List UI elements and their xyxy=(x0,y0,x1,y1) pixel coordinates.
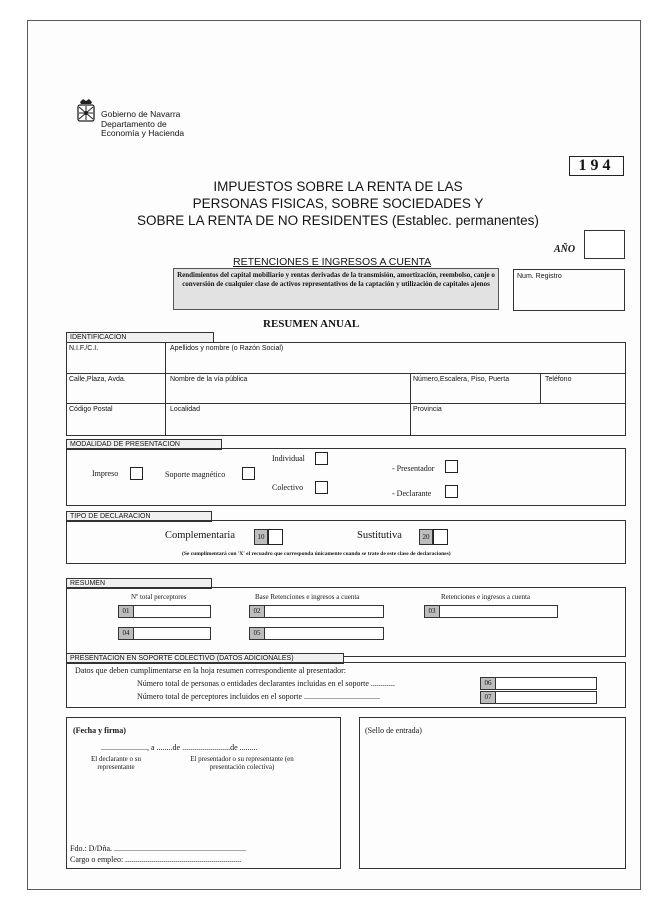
code-01: 01 xyxy=(118,605,134,618)
fdo-line[interactable]: Fdo.: D/Dña. .................................................................. xyxy=(70,844,246,853)
form-number-box: 194 xyxy=(569,156,624,176)
field-06[interactable] xyxy=(495,677,597,690)
code-10: 10 xyxy=(254,529,268,545)
colectivo-label: Colectivo xyxy=(272,483,304,492)
identificacion-label: IDENTIFICACION xyxy=(66,332,214,343)
field-02[interactable] xyxy=(264,605,384,618)
tipo-label: TIPO DE DECLARACION xyxy=(66,511,212,522)
soporte-label: Soporte magnético xyxy=(165,470,226,479)
cargo-line[interactable]: Cargo o empleo: .......................................................... xyxy=(70,855,242,864)
postal-code-field[interactable]: Código Postal xyxy=(69,406,113,413)
resumen-section xyxy=(66,587,626,657)
phone-field[interactable]: Teléfono xyxy=(545,376,572,383)
field-03[interactable] xyxy=(439,605,558,618)
year-label: AÑO xyxy=(554,244,576,255)
soporte-checkbox[interactable] xyxy=(242,467,255,480)
field-05[interactable] xyxy=(264,627,384,640)
form-title xyxy=(128,178,548,229)
sustitutiva-checkbox[interactable] xyxy=(433,529,448,545)
declarante-checkbox[interactable] xyxy=(445,485,458,498)
form-page xyxy=(27,20,641,890)
soporte-colectivo-section xyxy=(66,662,626,708)
colectivo-checkbox[interactable] xyxy=(315,481,328,494)
street-name-field[interactable]: Nombre de la vía pública xyxy=(170,376,248,383)
code-06: 06 xyxy=(480,677,496,690)
individual-label: Individual xyxy=(272,454,305,463)
code-07: 07 xyxy=(480,691,496,704)
nif-field[interactable]: N.I.F./C.I. xyxy=(69,345,99,352)
col-retenciones: Retenciones e ingresos a cuenta xyxy=(441,593,531,601)
title-line-2: PERSONAS FISICAS, SOBRE SOCIEDADES Y xyxy=(192,196,484,211)
identificacion-section xyxy=(66,342,626,436)
registry-label: Num. Registro xyxy=(517,273,562,280)
soporte-intro: Datos que deben cumplimentarse en la hoja resumen correspondiente al presentador: xyxy=(75,666,347,675)
presentador-label: - Presentador xyxy=(392,464,435,473)
navarra-coat-of-arms-icon xyxy=(75,98,97,124)
tipo-section xyxy=(66,520,626,564)
org-line-3: Economía y Hacienda xyxy=(101,128,185,138)
presentador-signature-label: El presentador o su representante (en presentación colectiva) xyxy=(190,755,294,771)
individual-checkbox[interactable] xyxy=(315,452,328,465)
income-description: Rendimientos del capital mobiliario y rentas derivadas de la transmisión, amortización, reembolso, canje o conversión de cualquier clase de activos representativos de la captación y utilización de capitales ajenos xyxy=(173,268,499,310)
summary-title: RESUMEN ANUAL xyxy=(263,318,360,330)
province-field[interactable]: Provincia xyxy=(413,406,442,413)
fecha-firma-title: (Fecha y firma) xyxy=(73,726,126,735)
soporte-line-1: Número total de personas o entidades declarantes incluidas en el soporte ............ xyxy=(137,679,395,688)
col-base-retenciones: Base Retenciones e ingresos a cuenta xyxy=(255,593,360,601)
field-01[interactable] xyxy=(133,605,211,618)
soporte-colectivo-label: PRESENTACION EN SOPORTE COLECTIVO (DATOS ADICIONALES) xyxy=(66,653,344,664)
field-07[interactable] xyxy=(495,691,597,704)
code-05: 05 xyxy=(249,627,265,640)
impreso-label: Impreso xyxy=(92,469,119,478)
organization-name xyxy=(101,110,184,139)
title-line-3: SOBRE LA RENTA DE NO RESIDENTES (Establec. permanentes) xyxy=(137,213,539,228)
registry-number-field[interactable] xyxy=(513,269,625,311)
declarante-signature-label: El declarante o su representante xyxy=(91,755,141,771)
resumen-label: RESUMEN xyxy=(66,578,212,589)
code-02: 02 xyxy=(249,605,265,618)
code-03: 03 xyxy=(424,605,440,618)
complementaria-checkbox[interactable] xyxy=(268,529,283,545)
code-04: 04 xyxy=(118,627,134,640)
code-20: 20 xyxy=(419,529,433,545)
declarante-label: - Declarante xyxy=(392,489,432,498)
org-line-1: Gobierno de Navarra xyxy=(101,109,181,119)
title-line-1: IMPUESTOS SOBRE LA RENTA DE LAS xyxy=(213,179,463,194)
date-line[interactable]: ......................., a ........de ........................de ......... xyxy=(101,743,258,752)
street-number-field[interactable]: Número,Escalera, Piso, Puerta xyxy=(413,376,510,383)
modalidad-section xyxy=(66,448,626,506)
complementaria-label: Complementaria xyxy=(165,530,235,541)
org-line-2: Departamento de xyxy=(101,118,167,129)
signature-section xyxy=(66,717,341,869)
subtitle: RETENCIONES E INGRESOS A CUENTA xyxy=(233,256,432,268)
soporte-line-2: Número total de perceptores incluidos en el soporte ...................................... xyxy=(137,692,381,701)
field-04[interactable] xyxy=(133,627,211,640)
locality-field[interactable]: Localidad xyxy=(170,406,200,413)
sustitutiva-label: Sustitutiva xyxy=(357,530,402,541)
sello-label: (Sello de entrada) xyxy=(365,726,422,735)
name-field[interactable]: Apellidos y nombre (o Razón Social) xyxy=(170,345,284,352)
year-field[interactable] xyxy=(584,230,625,259)
street-type-field[interactable]: Calle,Plaza, Avda. xyxy=(69,376,126,383)
presentador-checkbox[interactable] xyxy=(445,460,458,473)
col-total-perceptores: Nº total perceptores xyxy=(131,593,187,601)
modalidad-label: MODALIDAD DE PRESENTACION xyxy=(66,439,222,450)
entry-stamp-box xyxy=(359,717,626,869)
tipo-note: (Se cumplimentará con 'X' el recuadro que corresponda únicamente cuando se trate de este clase de declaraciones) xyxy=(182,551,451,557)
impreso-checkbox[interactable] xyxy=(130,467,143,480)
